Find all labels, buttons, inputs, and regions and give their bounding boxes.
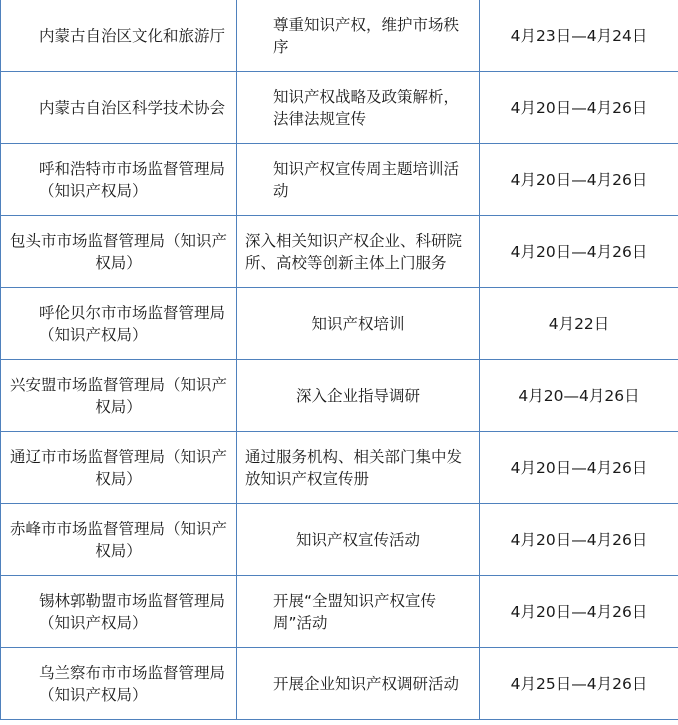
activity-cell [237,216,480,288]
table-row [1,648,678,720]
activity-text: 深入相关知识产权企业、科研院所、高校等创新主体上门服务 [245,231,463,272]
organizer-text: 锡林郭勒盟市场监督管理局（知识产权局） [39,591,226,632]
events-table-body [1,0,678,720]
activity-text: 深入企业指导调研 [295,386,420,405]
activity-text: 知识产权宣传周主题培训活动 [273,159,460,200]
organizer-text: 通辽市市场监督管理局（知识产权局） [9,447,227,488]
date-cell [480,144,678,216]
organizer-cell [1,216,237,288]
date-text: 4月20日—4月26日 [510,602,648,621]
table-row [1,360,678,432]
organizer-text: 兴安盟市场监督管理局（知识产权局） [9,375,227,416]
table-row [1,504,678,576]
activity-cell [237,432,480,504]
activity-text: 知识产权宣传活动 [295,530,420,549]
date-text: 4月20—4月26日 [518,386,640,405]
table-row [1,216,678,288]
organizer-cell [1,576,237,648]
date-cell [480,432,678,504]
date-cell [480,72,678,144]
organizer-cell [1,144,237,216]
activity-cell [237,72,480,144]
date-cell [480,288,678,360]
organizer-cell [1,360,237,432]
activity-text: 开展企业知识产权调研活动 [273,674,460,693]
activity-cell [237,0,480,72]
date-cell [480,360,678,432]
activity-text: 知识产权培训 [311,314,405,333]
organizer-cell [1,504,237,576]
organizer-text: 乌兰察布市市场监督管理局（知识产权局） [39,663,226,704]
date-text: 4月22日 [548,314,610,333]
date-text: 4月20日—4月26日 [510,170,648,189]
organizer-text: 内蒙古自治区文化和旅游厅 [39,26,226,45]
table-row [1,144,678,216]
date-cell [480,0,678,72]
table-row [1,432,678,504]
activity-cell [237,576,480,648]
organizer-text: 包头市市场监督管理局（知识产权局） [9,231,227,272]
organizer-cell [1,648,237,720]
organizer-cell [1,288,237,360]
date-cell [480,576,678,648]
activity-cell [237,360,480,432]
organizer-text: 呼伦贝尔市市场监督管理局（知识产权局） [39,303,226,344]
date-text: 4月20日—4月26日 [510,458,648,477]
organizer-text: 赤峰市市场监督管理局（知识产权局） [9,519,227,560]
date-cell [480,648,678,720]
activity-text: 开展“全盟知识产权宣传周”活动 [273,591,437,632]
date-text: 4月20日—4月26日 [510,530,648,549]
organizer-cell [1,0,237,72]
table-row [1,576,678,648]
organizer-text: 内蒙古自治区科学技术协会 [39,98,226,117]
activity-text: 通过服务机构、相关部门集中发放知识产权宣传册 [245,447,463,488]
organizer-cell [1,72,237,144]
activity-cell [237,504,480,576]
date-text: 4月23日—4月24日 [510,26,648,45]
date-cell [480,216,678,288]
activity-cell [237,144,480,216]
date-text: 4月20日—4月26日 [510,98,648,117]
activity-cell [237,288,480,360]
activity-text: 知识产权战略及政策解析，法律法规宣传 [273,87,460,128]
table-row [1,0,678,72]
date-text: 4月25日—4月26日 [510,674,648,693]
organizer-text: 呼和浩特市市场监督管理局（知识产权局） [39,159,226,200]
organizer-cell [1,432,237,504]
table-row [1,72,678,144]
activity-cell [237,648,480,720]
date-text: 4月20日—4月26日 [510,242,648,261]
date-cell [480,504,678,576]
table-row [1,288,678,360]
activity-text: 尊重知识产权，维护市场秩序 [273,15,460,56]
